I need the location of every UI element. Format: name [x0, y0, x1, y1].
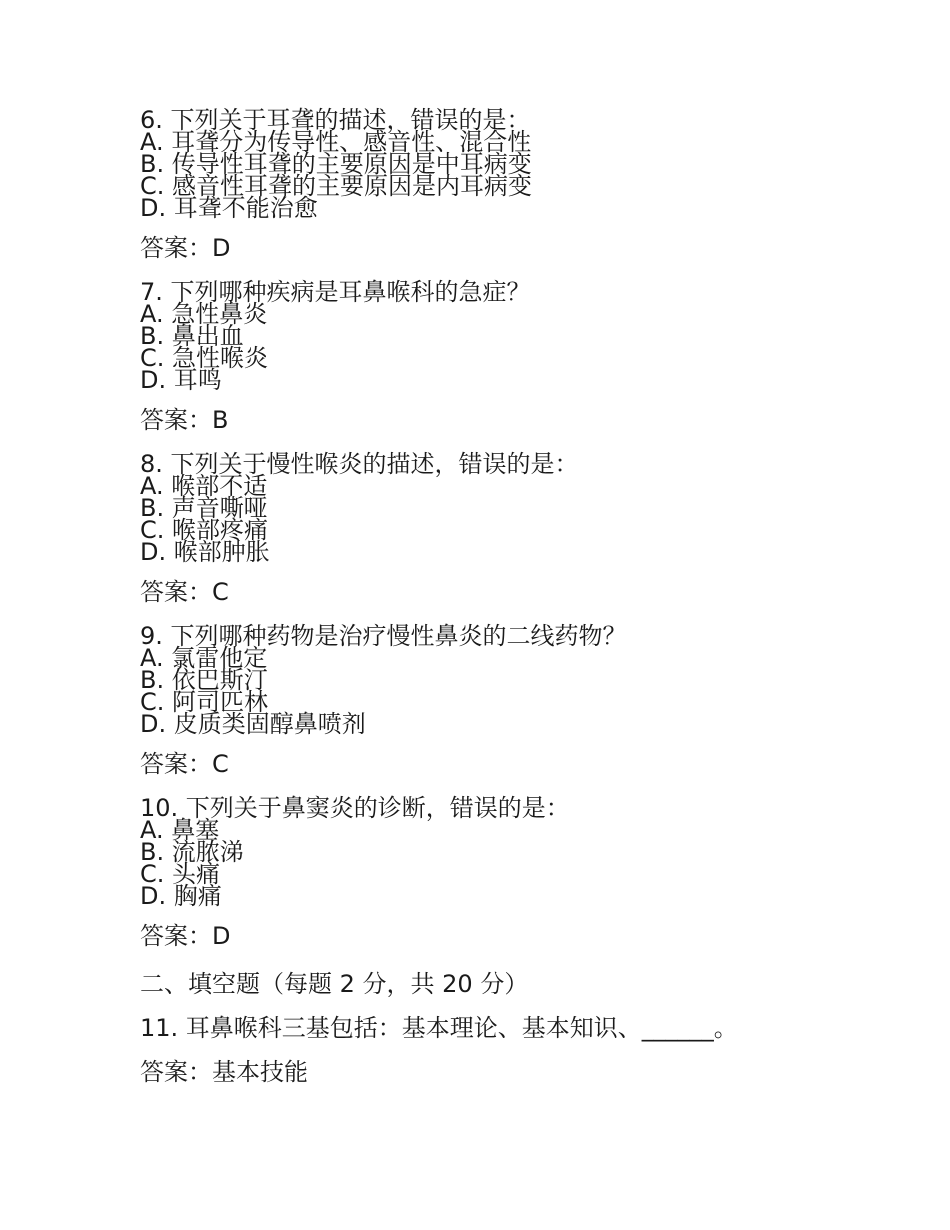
section-title-fill-in: 二、填空题（每题 2 分，共 20 分） [140, 970, 529, 998]
question-stem: 6. 下列关于耳聋的描述，错误的是： [140, 106, 531, 134]
option-d: D. 耳鸣 [140, 366, 222, 394]
option-b: B. 传导性耳聋的主要原因是中耳病变 [140, 150, 532, 178]
question-stem: 10. 下列关于鼻窦炎的诊断，错误的是： [140, 794, 570, 822]
option-d: D. 喉部肿胀 [140, 538, 270, 566]
option-c: C. 喉部疼痛 [140, 516, 269, 544]
option-c: C. 感音性耳聋的主要原因是内耳病变 [140, 172, 533, 200]
question-9 [140, 622, 900, 779]
question-stem: 8. 下列关于慢性喉炎的描述，错误的是： [140, 450, 579, 478]
option-c: C. 阿司匹林 [140, 688, 269, 716]
option-c: C. 头痛 [140, 860, 221, 888]
option-b: B. 声音嘶哑 [140, 494, 268, 522]
answer-text: 答案：C [140, 750, 229, 778]
question-stem: 7. 下列哪种疾病是耳鼻喉科的急症？ [140, 278, 531, 306]
option-d: D. 皮质类固醇鼻喷剂 [140, 710, 366, 738]
option-b: B. 依巴斯汀 [140, 666, 268, 694]
answer-text: 答案：B [140, 406, 229, 434]
question-7 [140, 278, 900, 435]
answer-text: 答案：D [140, 234, 231, 262]
answer-text: 答案：基本技能 [140, 1058, 308, 1086]
question-8 [140, 450, 900, 607]
option-b: B. 鼻出血 [140, 322, 244, 350]
answer-text: 答案：C [140, 578, 229, 606]
question-11: 11. 耳鼻喉科三基包括：基本理论、基本知识、______。 [140, 1014, 738, 1042]
option-a: A. 喉部不适 [140, 472, 268, 500]
option-d: D. 胸痛 [140, 882, 222, 910]
option-b: B. 流脓涕 [140, 838, 244, 866]
question-10 [140, 794, 900, 951]
option-a: A. 急性鼻炎 [140, 300, 268, 328]
option-d: D. 耳聋不能治愈 [140, 194, 318, 222]
option-a: A. 耳聋分为传导性、感音性、混合性 [140, 128, 532, 156]
document-page [140, 106, 900, 1101]
option-a: A. 氯雷他定 [140, 644, 268, 672]
question-stem: 9. 下列哪种药物是治疗慢性鼻炎的二线药物？ [140, 622, 627, 650]
option-a: A. 鼻塞 [140, 816, 220, 844]
question-6 [140, 106, 900, 263]
answer-text: 答案：D [140, 922, 231, 950]
option-c: C. 急性喉炎 [140, 344, 269, 372]
